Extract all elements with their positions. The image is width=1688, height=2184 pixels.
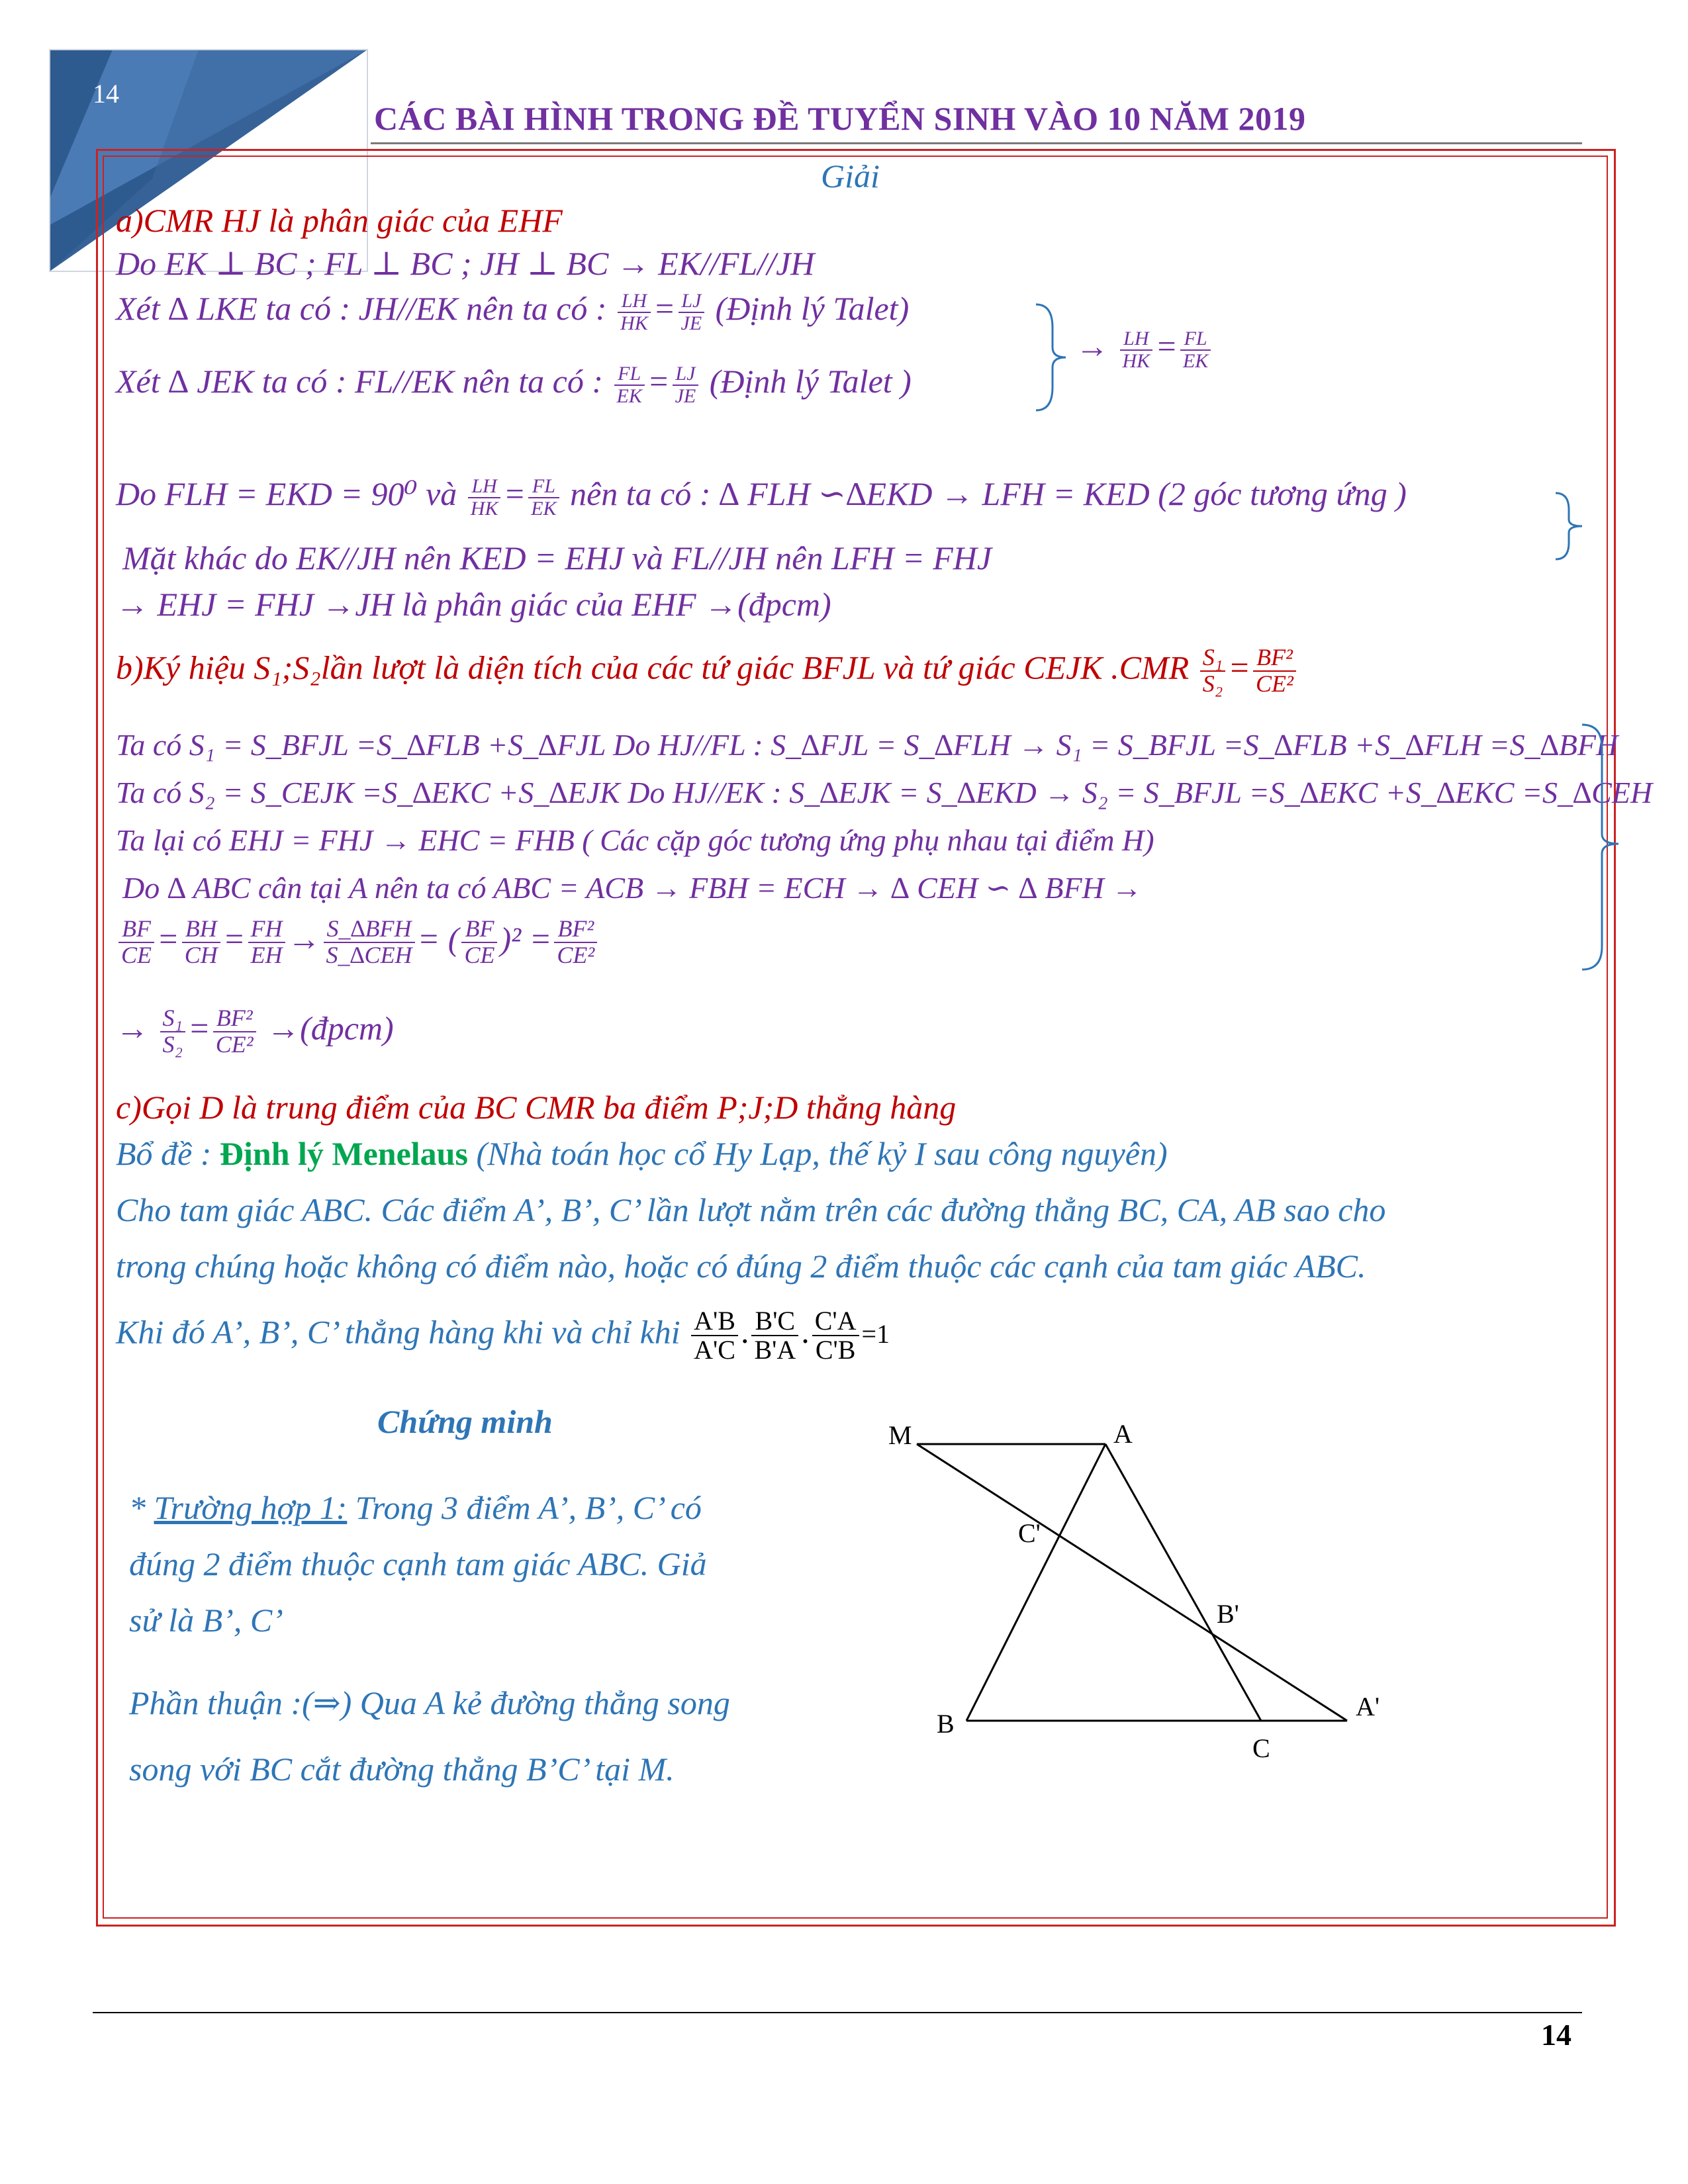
case1-line1: * Trường hợp 1: Trong 3 điểm A’, B’, C’ có bbox=[129, 1489, 702, 1526]
part-b-line4: Ta lại có EHJ = FHJ → EHC = FHB ( Các cặp góc tương ứng phụ nhau tại điểm H) bbox=[116, 823, 1154, 857]
direction-line2: song với BC cắt đường thẳng B’C’ tại M. bbox=[129, 1751, 675, 1788]
fraction: $\frac{LH}{HK}$ bbox=[618, 291, 651, 334]
label-c: C bbox=[1252, 1733, 1270, 1763]
fraction: $\frac{LJ}{JE}$ bbox=[679, 291, 705, 334]
fraction: $\frac{BF}{CE}$ bbox=[461, 917, 497, 968]
fraction: $\frac{FL}{EK}$ bbox=[528, 476, 559, 519]
fraction: $\frac{FL}{EK}$ bbox=[1180, 328, 1211, 371]
fraction: $\frac{FH}{EH}$ bbox=[248, 917, 285, 968]
case1-line2: đúng 2 điểm thuộc cạnh tam giác ABC. Giả bbox=[129, 1545, 707, 1582]
label-b1: B' bbox=[1217, 1599, 1239, 1629]
case1-line3: sử là B’, C’ bbox=[129, 1602, 283, 1639]
part-a-line2: Do EK ⊥ BC ; FL ⊥ BC ; JH ⊥ BC → EK//FL//JH bbox=[116, 245, 815, 282]
right-brace bbox=[1552, 490, 1592, 563]
case1-label: Trường hợp 1: bbox=[154, 1489, 348, 1526]
fraction: $\frac{\text{S\_∆BFH}}{\text{S\_∆CEH}}$ bbox=[324, 917, 415, 968]
part-b-title: b)Ký hiệu S₁;S₂lần lượt là diện tích của các tứ giác BFJL và tứ giác CEJK .CMR $\frac{\text{S₁}}{\text{S₂}}$ = $\frac{\text{BF²}}{\text{CE²}}$ bbox=[116, 645, 1299, 697]
fraction: $\frac{BH}{CH}$ bbox=[182, 917, 220, 968]
fraction: $\frac{LJ}{JE}$ bbox=[673, 363, 699, 406]
fraction: $\frac{\text{S₁}}{\text{S₂}}$ bbox=[1200, 645, 1226, 697]
label-b: B bbox=[937, 1709, 955, 1739]
part-a-line7: → EHJ = FHJ →JH là phân giác của EHF →(đpcm) bbox=[116, 586, 831, 623]
lemma-name: Định lý Menelaus bbox=[219, 1135, 468, 1172]
footer-rule bbox=[93, 2012, 1582, 2013]
part-a-result: → $\frac{LH}{HK}$ = $\frac{FL}{EK}$ bbox=[1076, 328, 1213, 371]
part-a-line4: Xét ∆ JEK ta có : FL//EK nên ta có : $\frac{FL}{EK}$ = $\frac{LJ}{JE}$ (Định lý Talet ) bbox=[116, 363, 912, 407]
part-a-line4-note: (Định lý Talet ) bbox=[709, 363, 912, 400]
fraction: $\frac{FL}{EK}$ bbox=[614, 363, 645, 406]
label-a: A bbox=[1113, 1419, 1133, 1449]
part-c-title: c)Gọi D là trung điểm của BC CMR ba điểm P;J;D thẳng hàng bbox=[116, 1089, 957, 1126]
part-a-title: a)CMR HJ là phân giác của EHF bbox=[116, 202, 563, 239]
fraction: $\frac{LH}{HK}$ bbox=[468, 476, 501, 519]
footer-page-number: 14 bbox=[1541, 2018, 1571, 2052]
fraction: $\frac{\text{S₁}}{\text{S₂}}$ bbox=[160, 1006, 186, 1058]
fraction: $\frac{BF}{CE}$ bbox=[118, 917, 154, 968]
label-a1: A' bbox=[1356, 1692, 1380, 1721]
statement-line3: Khi đó A’, B’, C’ thẳng hàng khi và chỉ khi $\frac{A'B}{A'C}$ . $\frac{B'C}{B'A}$ . $\frac{C'A}{C'B}$ =1 bbox=[116, 1306, 890, 1365]
proof-heading: Chứng minh bbox=[377, 1403, 553, 1440]
line-ma1 bbox=[917, 1444, 1347, 1721]
lemma-line: Bổ đề : Định lý Menelaus (Nhà toán học cổ Hy Lạp, thế kỷ I sau công nguyên) bbox=[116, 1135, 1168, 1172]
fraction: $\frac{LH}{HK}$ bbox=[1120, 328, 1153, 371]
solution-heading: Giải bbox=[821, 158, 880, 195]
header-page-number: 14 bbox=[93, 79, 119, 109]
fraction: $\frac{\text{BF²}}{\text{CE²}}$ bbox=[213, 1006, 256, 1058]
fraction: $\frac{C'A}{C'B}$ bbox=[812, 1307, 859, 1364]
label-c1: C' bbox=[1018, 1518, 1041, 1548]
part-b-conclusion: → $\frac{\text{S₁}}{\text{S₂}}$ = $\frac{\text{BF²}}{\text{CE²}}$ →(đpcm) bbox=[116, 1005, 394, 1058]
part-b-ratio-line: $\frac{BF}{CE}$ = $\frac{BH}{CH}$ = $\frac{FH}{EH}$ → $\frac{\text{S\_∆BFH}}{\text{S\_∆CEH}}$ = ( $\frac{BF}{CE}$ )² = $\frac{\text{BF²}}{\text{CE²}}$ bbox=[116, 917, 600, 968]
fraction: $\frac{\text{BF²}}{\text{CE²}}$ bbox=[554, 917, 597, 968]
side-ab bbox=[966, 1444, 1105, 1721]
part-a-line3-note: (Định lý Talet) bbox=[715, 290, 910, 327]
part-a-line6: Mặt khác do EK//JH nên KED = EHJ và FL//JH nên LFH = FHJ bbox=[122, 539, 992, 576]
title-rule bbox=[371, 142, 1582, 144]
part-b-line2: Ta có S₁ = S_BFJL =S_∆FLB +S_∆FJL Do HJ//FL : S_∆FJL = S_∆FLH → S₁ = S_BFJL =S_∆FLB +S_∆FLH =S_∆BFH bbox=[116, 728, 1618, 762]
direction-line1: Phần thuận :(⇒) Qua A kẻ đường thẳng song bbox=[129, 1684, 730, 1721]
right-brace bbox=[1033, 301, 1072, 414]
fraction: $\frac{A'B}{A'C}$ bbox=[691, 1307, 738, 1364]
side-ac bbox=[1105, 1444, 1261, 1721]
right-brace bbox=[1579, 721, 1625, 973]
statement-line2: trong chúng hoặc không có điểm nào, hoặc có đúng 2 điểm thuộc các cạnh của tam giác ABC. bbox=[116, 1248, 1366, 1285]
part-b-line3: Ta có S₂ = S_CEJK =S_∆EKC +S_∆EJK Do HJ//EK : S_∆EJK = S_∆EKD → S₂ = S_BFJL =S_∆EKC +S_∆EKC =S_∆CEH bbox=[116, 776, 1653, 809]
part-a-line3-text: Xét ∆ LKE ta có : JH//EK nên ta có : bbox=[116, 290, 607, 327]
menelaus-figure bbox=[867, 1410, 1397, 1780]
statement-line1: Cho tam giác ABC. Các điểm A’, B’, C’ lần lượt nằm trên các đường thẳng BC, CA, AB sao cho bbox=[116, 1191, 1386, 1228]
part-b-line5: Do ∆ ABC cân tại A nên ta có ABC = ACB → FBH = ECH → ∆ CEH ∽ ∆ BFH → bbox=[122, 871, 1143, 905]
part-a-line4-text: Xét ∆ JEK ta có : FL//EK nên ta có : bbox=[116, 363, 603, 400]
document-title: CÁC BÀI HÌNH TRONG ĐỀ TUYỂN SINH VÀO 10 NĂM 2019 bbox=[374, 100, 1306, 137]
fraction: $\frac{B'C}{B'A}$ bbox=[751, 1307, 798, 1364]
fraction: $\frac{\text{BF²}}{\text{CE²}}$ bbox=[1253, 645, 1296, 697]
part-a-line5: Do FLH = EKD = 90⁰ và $\frac{LH}{HK}$ = $\frac{FL}{EK}$ nên ta có : ∆ FLH ∽∆EKD → LFH = KED (2 góc tương ứng ) bbox=[116, 475, 1407, 520]
part-a-line3: Xét ∆ LKE ta có : JH//EK nên ta có : $\frac{LH}{HK}$ = $\frac{LJ}{JE}$ (Định lý Talet) bbox=[116, 290, 910, 334]
label-m: M bbox=[888, 1420, 912, 1450]
